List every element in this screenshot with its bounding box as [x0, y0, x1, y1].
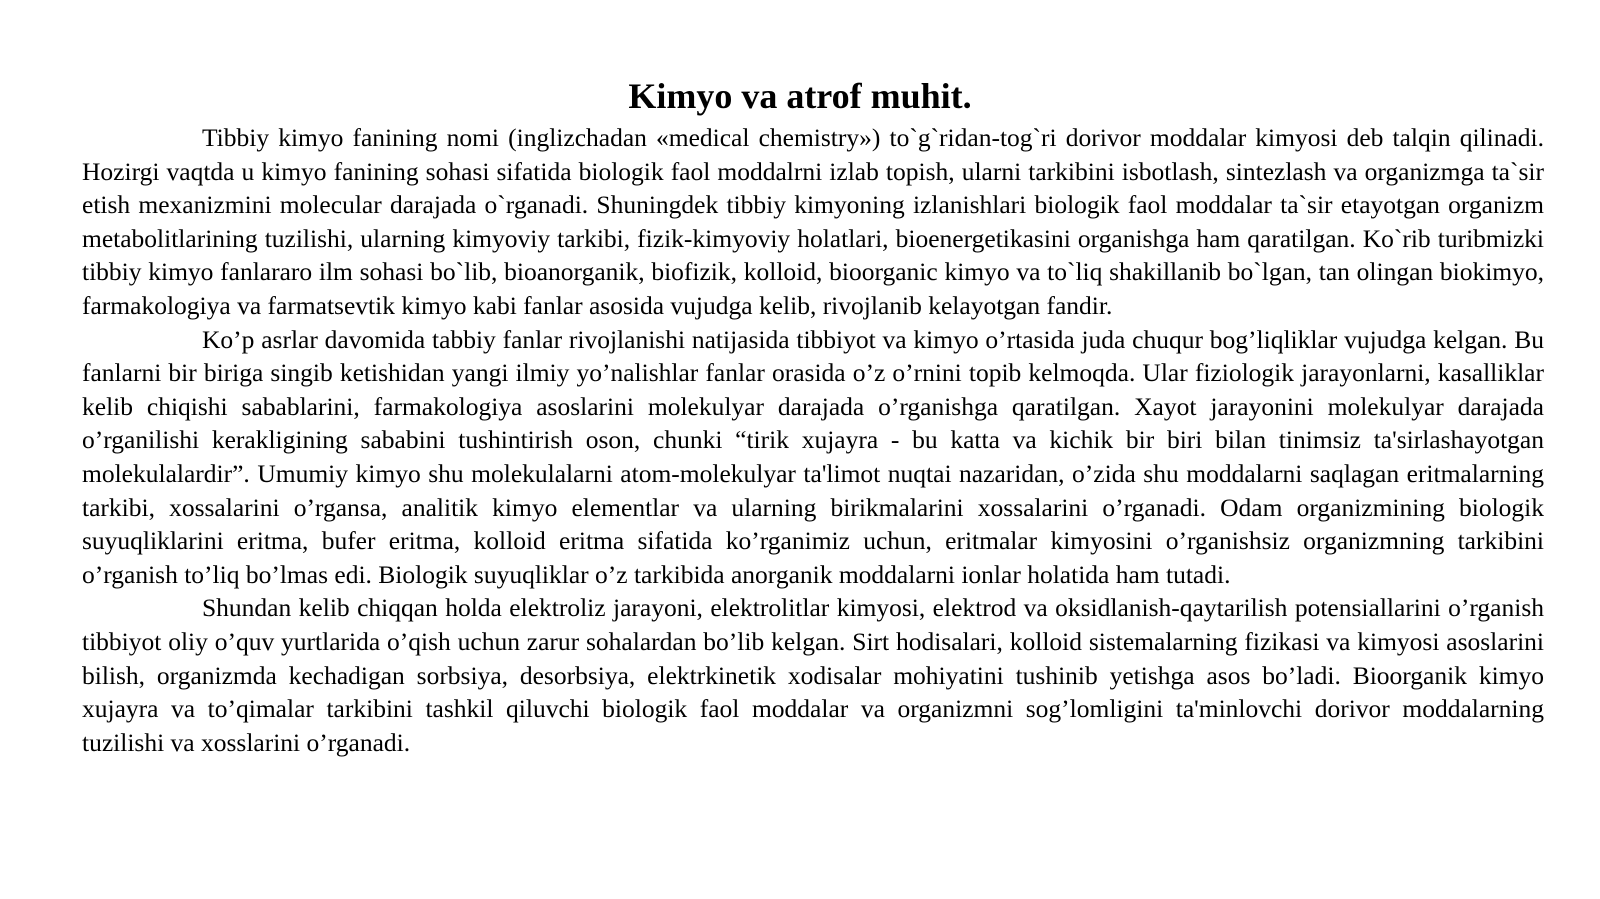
document-body — [82, 121, 1544, 759]
page-title: Kimyo va atrof muhit. — [628, 76, 972, 116]
paragraph-3: Shundan kelib chiqqan holda elektroliz jarayoni, elektrolitlar kimyosi, elektrod va oksidlanish-qaytarilish potensiallarini o’rganish tibbiyot oliy o’quv yurtlarida o’qish uchun zarur sohalardan bo’lib kelgan. Sirt hodisalari, kolloid sistemalarning fizikasi va kimyosi asoslarini bilish, organizmda kechadigan sorbsiya, desorbsiya, elektrkinetik xodisalar mohiyatini tushinib yetishga asos bo’ladi. Bioorganik kimyo xujayra va to’qimalar tarkibini tashkil qiluvchi biologik faol moddalar va organizmni sog’lomligini ta'minlovchi dorivor moddalarning tuzilishi va xosslarini o’rganadi. — [82, 593, 1544, 757]
paragraph-2: Ko’p asrlar davomida tabbiy fanlar rivojlanishi natijasida tibbiyot va kimyo o’rtasida juda chuqur bog’liqliklar vujudga kelgan. Bu fanlarni bir biriga singib ketishidan yangi ilmiy yo’nalishlar fanlar orasida o’z o’rnini topib kelmoqda. Ular fiziologik jarayonlarni, kasalliklar kelib chiqishi sabablarini, farmakologiya asoslarini molekulyar darajada o’rganishga qaratilgan. Xayot jarayonini molekulyar darajada o’rganilishi kerakligining sababini tushintirish oson, chunki “tirik xujayra - bu katta va kichik bir biri bilan tinimsiz ta'sirlashayotgan molekulalardir”. Umumiy kimyo shu molekulalarni atom-molekulyar ta'limot nuqtai nazaridan, o’zida shu moddalarni saqlagan eritmalarning tarkibi, xossalarini o’rgansa, analitik kimyo elementlar va ularning birikmalarini xossalarini o’rganadi. Odam organizmining biologik suyuqliklarini eritma, bufer eritma, kolloid eritma sifatida ko’rganimiz uchun, eritmalar kimyosini o’rganishsiz organizmning tarkibini o’rganish to’liq bo’lmas edi. Biologik suyuqliklar o’z tarkibida anorganik moddalarni ionlar holatida ham tutadi. — [82, 324, 1544, 589]
paragraph-1: Tibbiy kimyo fanining nomi (inglizchadan «medical chemistry») to`g`ridan-tog`ri dorivor moddalar kimyosi deb talqin qilinadi. Hozirgi vaqtda u kimyo fanining sohasi sifatida biologik faol moddalrni izlab topish, ularni tarkibini isbotlash, sintezlash va organizmga ta`sir etish mexanizmini molecular darajada o`rganadi. Shuningdek tibbiy kimyoning izlanishlari biologik faol moddalar ta`sir etayotgan organizm metabolitlarining tuzilishi, ularning kimyoviy tarkibi, fizik-kimyoviy holatlari, bioenergetikasini organishga ham qaratilgan. Ko`rib turibmizki tibbiy kimyo fanlararo ilm sohasi bo`lib, bioanorganik, biofizik, kolloid, bioorganic kimyo va to`liq shakillanib bo`lgan, tan olingan biokimyo, farmakologiya va farmatsevtik kimyo kabi fanlar asosida vujudga kelib, rivojlanib kelayotgan fandir. — [82, 123, 1544, 320]
